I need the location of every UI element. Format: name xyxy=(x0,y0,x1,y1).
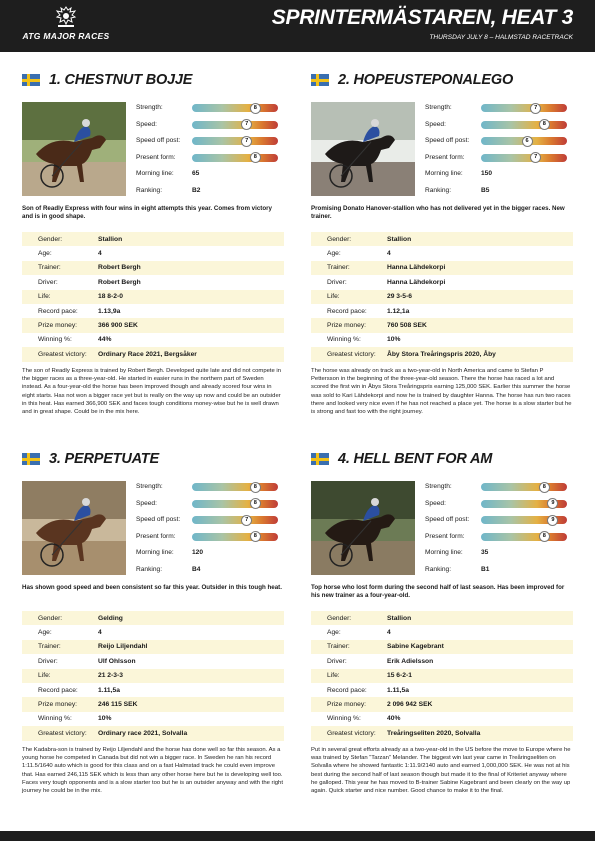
horse-story: The Kadabra-son is trained by Reijo Liljendahl and the horse has done well so far this season. As a young horse he competed in Canada but did not win a bigger race. In Sweden he ran his record 1:11.5/1640 auto which is good for this class and on a fast Halmstad track he could even improve that. Has earned 246,115 SEK which is less than any other horse here but he is developing well too. Faces very tough opponents and is a slow starter too but he is an outsider anyway and with the right journey he could be in the mix. xyxy=(22,747,283,795)
stat-bar xyxy=(192,137,278,145)
fact-label: Greatest victory: xyxy=(327,350,376,358)
fact-label: Gender: xyxy=(38,614,63,622)
fact-row-driver xyxy=(22,275,284,289)
stat-morning-line xyxy=(425,167,573,184)
fact-value: 366 900 SEK xyxy=(98,322,138,330)
stat-bar xyxy=(192,104,278,112)
fact-label: Greatest victory: xyxy=(327,729,376,737)
stat-label: Present form: xyxy=(425,532,465,540)
fact-row-prize-money xyxy=(22,318,284,332)
stat-bar xyxy=(192,500,278,508)
stat-speed-off-post xyxy=(425,134,573,151)
fact-row-driver xyxy=(311,275,573,289)
stat-label: Speed: xyxy=(425,120,446,128)
stat-label: Speed: xyxy=(425,499,446,507)
stat-bar xyxy=(192,516,278,524)
horse-title xyxy=(22,451,159,467)
morning-line-value: 120 xyxy=(192,549,204,556)
stat-label: Ranking: xyxy=(136,186,163,194)
stat-label: Morning line: xyxy=(425,549,463,556)
fact-value: Hanna Lähdekorpi xyxy=(387,278,446,286)
page-header xyxy=(0,0,595,52)
fact-label: Age: xyxy=(38,250,52,258)
fact-row-gender xyxy=(311,232,573,246)
ranking-value: B4 xyxy=(192,565,201,573)
stat-rating: 7 xyxy=(241,136,252,147)
stat-morning-line xyxy=(425,546,573,563)
horse-sulky-photo xyxy=(311,102,415,196)
stat-ranking xyxy=(425,563,573,580)
fact-row-age xyxy=(22,246,284,260)
fact-label: Record pace: xyxy=(327,686,367,694)
fact-value: 4 xyxy=(387,250,391,258)
fact-value: 2 096 942 SEK xyxy=(387,701,433,709)
horse-facts-table xyxy=(22,611,284,741)
fact-row-driver xyxy=(311,654,573,668)
fact-row-prize-money xyxy=(22,697,284,711)
fact-value: Stallion xyxy=(387,235,412,243)
stat-rating: 7 xyxy=(241,119,252,130)
fact-row-gender xyxy=(311,611,573,625)
fact-label: Winning %: xyxy=(327,715,361,723)
stat-rating: 9 xyxy=(547,515,558,526)
fact-label: Age: xyxy=(327,629,341,637)
fact-label: Life: xyxy=(327,672,340,680)
fact-value: 15 6-2-1 xyxy=(387,672,412,680)
horse-facts-table xyxy=(311,611,573,741)
fact-label: Driver: xyxy=(327,278,347,286)
fact-label: Prize money: xyxy=(327,322,367,330)
horse-facts-table xyxy=(22,232,284,362)
stat-bar xyxy=(481,483,567,491)
stat-rating: 8 xyxy=(250,103,261,114)
fact-row-gender xyxy=(22,232,284,246)
horse-stats xyxy=(425,480,573,579)
fact-value: 40% xyxy=(387,715,401,723)
fact-row-trainer xyxy=(311,261,573,275)
stat-label: Morning line: xyxy=(136,170,174,177)
fact-row-trainer xyxy=(311,640,573,654)
stat-rating: 8 xyxy=(539,531,550,542)
fact-row-prize-money xyxy=(311,318,573,332)
fact-row-record-pace xyxy=(22,683,284,697)
morning-line-value: 150 xyxy=(481,170,493,177)
horse-name: 2. HOPEUSTEPONALEGO xyxy=(338,72,514,88)
stat-ranking xyxy=(136,563,284,580)
horse-name: 4. HELL BENT FOR AM xyxy=(338,451,493,467)
stat-speed-off-post xyxy=(136,513,284,530)
fact-value: Gelding xyxy=(98,614,123,622)
ranking-value: B2 xyxy=(192,186,201,194)
horse-stats xyxy=(136,480,284,579)
fact-row-greatest-victory xyxy=(311,347,573,361)
stat-strength xyxy=(425,480,573,497)
fact-row-record-pace xyxy=(22,304,284,318)
horse-photo xyxy=(311,102,415,196)
stat-rating: 8 xyxy=(539,482,550,493)
stat-present-form xyxy=(425,530,573,547)
stat-strength xyxy=(136,480,284,497)
fact-value: Erik Adielsson xyxy=(387,657,434,665)
fact-label: Life: xyxy=(327,293,340,301)
stat-label: Speed off post: xyxy=(136,137,181,144)
logo-text: ATG MAJOR RACES xyxy=(22,31,110,41)
morning-line-value: 35 xyxy=(481,549,489,556)
horse-title xyxy=(311,451,492,467)
stat-label: Speed: xyxy=(136,120,157,128)
fact-label: Winning %: xyxy=(38,715,72,723)
horse-summary: Promising Donato Hanover-stallion who has not delivered yet in the bigger races. New trainer. xyxy=(311,205,565,221)
fact-value: Robert Bergh xyxy=(98,264,141,272)
stat-ranking xyxy=(136,184,284,201)
stat-morning-line xyxy=(136,546,284,563)
stat-label: Morning line: xyxy=(136,549,174,556)
ranking-value: B1 xyxy=(481,565,490,573)
stat-bar xyxy=(481,104,567,112)
sweden-flag-icon xyxy=(22,453,40,465)
stat-rating: 8 xyxy=(250,482,261,493)
fact-value: 760 508 SEK xyxy=(387,322,427,330)
stat-rating: 8 xyxy=(250,531,261,542)
stat-bar xyxy=(481,121,567,129)
stat-rating: 7 xyxy=(530,152,541,163)
fact-value: Ordinary Race 2021, Bergsåker xyxy=(98,350,197,358)
horse-summary: Son of Readly Express with four wins in eight attempts this year. Comes from victory and is in good shape. xyxy=(22,205,272,221)
stat-bar xyxy=(481,533,567,541)
fact-label: Driver: xyxy=(38,657,58,665)
fact-label: Record pace: xyxy=(327,307,367,315)
stat-label: Present form: xyxy=(425,153,465,161)
horse-sulky-photo xyxy=(22,481,126,575)
horse-sulky-photo xyxy=(22,102,126,196)
fact-row-gender xyxy=(22,611,284,625)
fact-label: Trainer: xyxy=(38,643,61,651)
fact-value: Hanna Lähdekorpi xyxy=(387,264,446,272)
stat-label: Morning line: xyxy=(425,170,463,177)
fact-row-age xyxy=(311,625,573,639)
stat-label: Ranking: xyxy=(136,565,163,573)
fact-value: 21 2-3-3 xyxy=(98,672,123,680)
fact-label: Prize money: xyxy=(38,322,78,330)
stat-rating: 6 xyxy=(522,136,533,147)
fact-label: Age: xyxy=(38,629,52,637)
horse-photo xyxy=(22,102,126,196)
atg-logo xyxy=(20,6,112,41)
horse-story: Put in several great efforts already as a two-year-old in the US before the move to Europe where he was trained by Stefan “Tarzan” Melander. The biggest win last year came in Treåringseliten on Solvalla where he showed fantastic 1:11.9/2140 auto and earned 1,000,000 SEK. He was not at his best during the second half of last season though but made it to the final of Kriteriet anyway where he galloped. This year he has moved to B-trainer Sabine Kagebrant and been clearly on the way up again. Quick starter and nice number. Good chance to make it to the final. xyxy=(311,747,571,795)
fact-row-life xyxy=(311,290,573,304)
fact-value: Reijo Liljendahl xyxy=(98,643,148,651)
stat-label: Speed: xyxy=(136,499,157,507)
fact-value: Sabine Kagebrant xyxy=(387,643,444,651)
ranking-value: B5 xyxy=(481,186,490,194)
fact-row-life xyxy=(311,669,573,683)
horse-story: The horse was already on track as a two-year-old in North America and came to Stefan P Pettersson in the beginning of the three-year-old season. There the horse has raced a lot and scored the first win in Åbys Stora Treåringspris earning 125,000 SEK. Earlier this summer the horse was sold to Kari Lähdekorpi and now he is trained by daughter Hanna. The horse has run two races there and looked very nice even if he has not reached a place yet. The horse is a slow starter but he is strong and fast too with the right journey. xyxy=(311,368,572,416)
stat-label: Ranking: xyxy=(425,565,452,573)
horse-story: The son of Readly Express is trained by Robert Bergh. Developed quite late and did not compete in the bigger races as a three-year-old. He started in easier runs in the northern part of Sweden instead. As a four-year-old the horse has been improved though and already scored four wins in eight starts. Has not won a bigger race yet but is really on the way up now and could be an outsider in this heat. Has earned 366,900 SEK and faces tough conditions money-wise but he is well drawn and in great shape. Could be in the mix here. xyxy=(22,368,282,416)
page-title: SPRINTERMÄSTAREN, HEAT 3 xyxy=(271,6,573,29)
fact-label: Record pace: xyxy=(38,686,78,694)
horse-facts-table xyxy=(311,232,573,362)
fact-row-life xyxy=(22,669,284,683)
horse-title xyxy=(22,72,192,88)
horse-name: 1. CHESTNUT BOJJE xyxy=(49,72,193,88)
stat-rating: 7 xyxy=(530,103,541,114)
horse-photo xyxy=(311,481,415,575)
stat-bar xyxy=(192,121,278,129)
stat-label: Present form: xyxy=(136,532,176,540)
stat-strength xyxy=(425,101,573,118)
fact-value: 1.11,5a xyxy=(387,686,409,694)
stat-rating: 9 xyxy=(547,498,558,509)
stat-label: Ranking: xyxy=(425,186,452,194)
fact-value: Ordinary race 2021, Solvalla xyxy=(98,729,188,737)
stat-strength xyxy=(136,101,284,118)
stat-label: Strength: xyxy=(425,483,452,490)
sweden-flag-icon xyxy=(311,74,329,86)
stat-speed xyxy=(136,118,284,135)
fact-row-trainer xyxy=(22,640,284,654)
fact-value: 44% xyxy=(98,336,112,344)
fact-value: 1.11,5a xyxy=(98,686,120,694)
stat-speed-off-post xyxy=(136,134,284,151)
fact-label: Driver: xyxy=(327,657,347,665)
fact-label: Life: xyxy=(38,293,51,301)
page-footer xyxy=(0,831,595,841)
stat-label: Speed off post: xyxy=(425,516,470,523)
sweden-flag-icon xyxy=(22,74,40,86)
fact-row-winning xyxy=(311,712,573,726)
fact-label: Greatest victory: xyxy=(38,350,87,358)
fact-value: 1.13,9a xyxy=(98,307,121,315)
stat-rating: 8 xyxy=(539,119,550,130)
fact-value: Treåringseliten 2020, Solvalla xyxy=(387,729,481,737)
horse-stats xyxy=(425,101,573,200)
stat-ranking xyxy=(425,184,573,201)
fact-label: Driver: xyxy=(38,278,58,286)
horse-photo xyxy=(22,481,126,575)
fact-label: Trainer: xyxy=(327,264,350,272)
fact-label: Age: xyxy=(327,250,341,258)
fact-value: 18 8-2-0 xyxy=(98,293,123,301)
sweden-flag-icon xyxy=(311,453,329,465)
stat-present-form xyxy=(136,530,284,547)
stat-label: Strength: xyxy=(136,104,163,111)
stat-rating: 7 xyxy=(241,515,252,526)
fact-row-trainer xyxy=(22,261,284,275)
stat-label: Strength: xyxy=(136,483,163,490)
fact-label: Prize money: xyxy=(327,701,367,709)
fact-value: Ulf Ohlsson xyxy=(98,657,136,665)
fact-label: Life: xyxy=(38,672,51,680)
fact-value: 10% xyxy=(387,336,401,344)
fact-label: Greatest victory: xyxy=(38,729,87,737)
stat-rating: 8 xyxy=(250,498,261,509)
fact-row-age xyxy=(311,246,573,260)
fact-label: Trainer: xyxy=(327,643,350,651)
fact-row-greatest-victory xyxy=(22,347,284,361)
fact-row-prize-money xyxy=(311,697,573,711)
fact-value: Åby Stora Treåringspris 2020, Åby xyxy=(387,350,496,358)
fact-value: Stallion xyxy=(387,614,412,622)
stat-label: Strength: xyxy=(425,104,452,111)
morning-line-value: 65 xyxy=(192,170,200,177)
horse-summary: Top horse who lost form during the second half of last season. Has been improved for his new trainer as a four-year-old. xyxy=(311,584,565,600)
fact-row-greatest-victory xyxy=(22,726,284,740)
stat-present-form xyxy=(425,151,573,168)
fact-row-record-pace xyxy=(311,304,573,318)
fact-row-record-pace xyxy=(311,683,573,697)
stat-speed xyxy=(136,497,284,514)
fact-value: 1.12,1a xyxy=(387,307,410,315)
stat-label: Speed off post: xyxy=(136,516,181,523)
fact-value: Stallion xyxy=(98,235,123,243)
fact-value: 4 xyxy=(98,250,102,258)
stat-rating: 8 xyxy=(250,152,261,163)
fact-value: 4 xyxy=(387,629,391,637)
fact-row-age xyxy=(22,625,284,639)
fact-row-greatest-victory xyxy=(311,726,573,740)
stat-bar xyxy=(192,154,278,162)
fact-value: 246 115 SEK xyxy=(98,701,138,709)
fact-row-driver xyxy=(22,654,284,668)
horse-summary: Has shown good speed and been consistent so far this year. Outsider in this tough heat. xyxy=(22,584,282,591)
fact-label: Gender: xyxy=(327,235,352,243)
fact-label: Winning %: xyxy=(327,336,361,344)
fact-label: Gender: xyxy=(38,235,63,243)
fact-label: Record pace: xyxy=(38,307,78,315)
fact-row-winning xyxy=(22,712,284,726)
page-subtitle: THURSDAY JULY 8 – HALMSTAD RACETRACK xyxy=(429,34,573,41)
fact-value: 4 xyxy=(98,629,102,637)
fact-label: Gender: xyxy=(327,614,352,622)
fact-label: Trainer: xyxy=(38,264,61,272)
horse-title xyxy=(311,72,513,88)
fact-label: Winning %: xyxy=(38,336,72,344)
horse-stats xyxy=(136,101,284,200)
crest-icon xyxy=(53,6,79,28)
fact-row-winning xyxy=(22,333,284,347)
fact-value: 29 3-5-6 xyxy=(387,293,412,301)
fact-value: Robert Bergh xyxy=(98,278,141,286)
stat-bar xyxy=(481,154,567,162)
horse-sulky-photo xyxy=(311,481,415,575)
stat-bar xyxy=(192,483,278,491)
stat-present-form xyxy=(136,151,284,168)
fact-value: 10% xyxy=(98,715,112,723)
horse-name: 3. PERPETUATE xyxy=(49,451,159,467)
fact-row-life xyxy=(22,290,284,304)
stat-speed xyxy=(425,497,573,514)
fact-label: Prize money: xyxy=(38,701,78,709)
fact-row-winning xyxy=(311,333,573,347)
stat-label: Present form: xyxy=(136,153,176,161)
stat-speed-off-post xyxy=(425,513,573,530)
stat-morning-line xyxy=(136,167,284,184)
stat-speed xyxy=(425,118,573,135)
stat-bar xyxy=(192,533,278,541)
stat-label: Speed off post: xyxy=(425,137,470,144)
